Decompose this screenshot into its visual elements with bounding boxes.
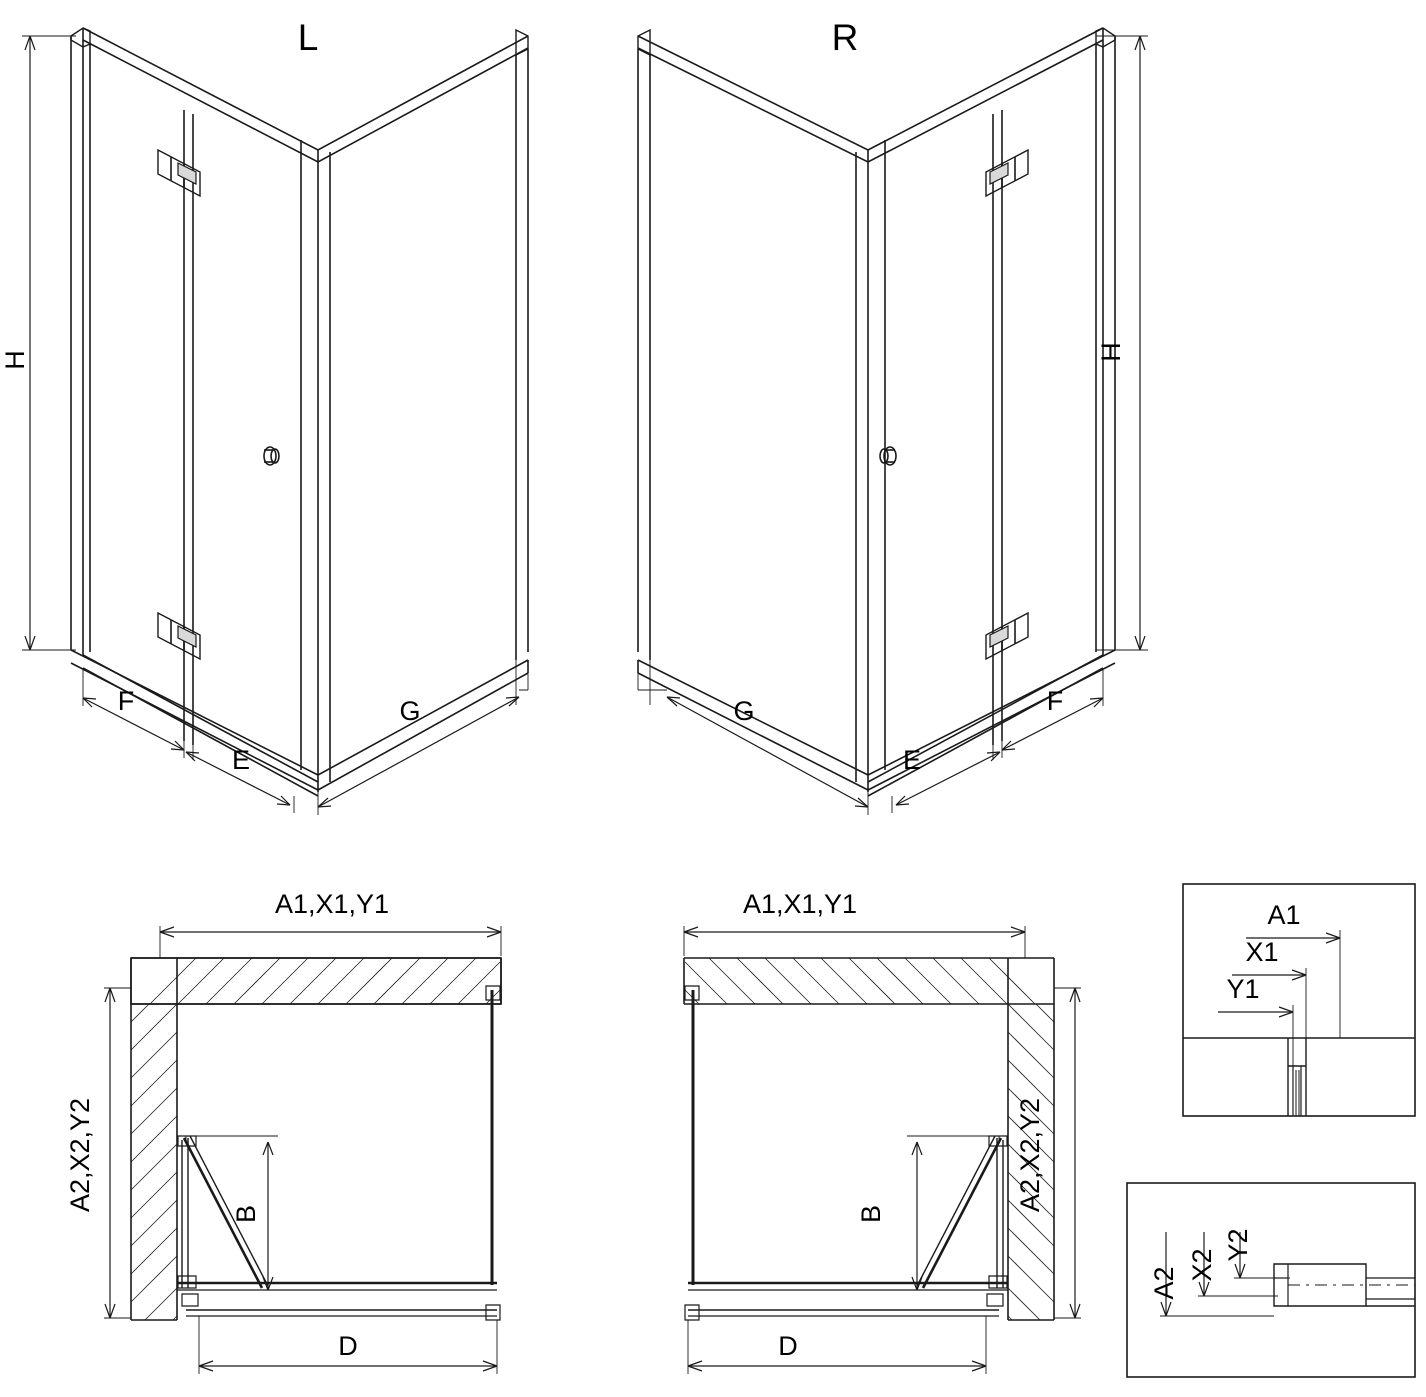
dim-label-a2-detail: A2 [1149,1266,1180,1300]
dim-label-h-left: H [0,350,31,370]
dim-label-g-left: G [399,696,421,727]
dim-label-h-right: H [1096,342,1127,362]
label-view-r: R [831,16,859,58]
dim-label-y2-detail: Y2 [1223,1228,1254,1262]
dim-label-a2x2y2-right: A2,X2,Y2 [1015,1097,1046,1213]
dim-label-d-left: D [338,1331,358,1362]
dim-label-a1x1y1-right: A1,X1,Y1 [742,889,858,920]
dim-label-b-right: B [856,1204,887,1224]
dim-label-b-left: B [231,1204,262,1224]
dim-label-f-left: F [117,686,135,717]
dim-label-a1-detail: A1 [1267,900,1301,931]
dim-label-a2x2y2-left: A2,X2,Y2 [65,1097,96,1213]
dim-label-y1-detail: Y1 [1226,974,1260,1005]
dim-label-f-right: F [1046,686,1064,717]
dim-label-e-right: E [902,745,922,776]
label-view-l: L [297,16,319,58]
dim-label-d-right: D [778,1331,798,1362]
dim-label-x2-detail: X2 [1187,1248,1218,1282]
dim-label-e-left: E [231,745,251,776]
dim-label-g-right: G [733,696,755,727]
dim-label-a1x1y1-left: A1,X1,Y1 [274,889,390,920]
dim-label-x1-detail: X1 [1245,937,1279,968]
